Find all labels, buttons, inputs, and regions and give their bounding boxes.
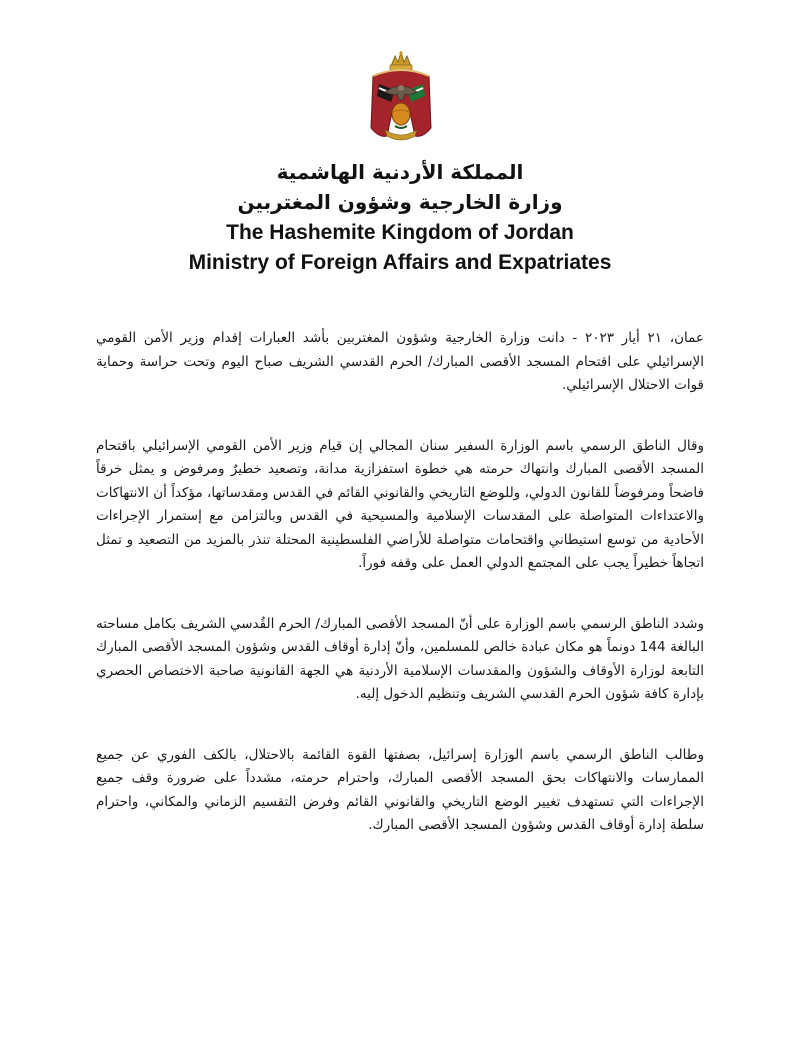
paragraph: وطالب الناطق الرسمي باسم الوزارة إسرائيل، بصفتها القوة القائمة بالاحتلال، بالكف الفوري عن جميع الممارسات والانتهاكات بحق المسجد الأقصى المبارك، واحترام حرمته، مشدداً على ضرورة وقف جميع الإجراءات التي تستهدف تغيير الوضع التاريخي والقانوني القائم وفرض التقسيم الزماني والمكاني، واحترام سلطة إدارة أوقاف القدس وشؤون المسجد الأقصى المبارك. [96, 746, 704, 833]
header-arabic [0, 157, 800, 217]
jordan-coat-of-arms-icon [365, 50, 437, 146]
paragraph: وقال الناطق الرسمي باسم الوزارة السفير سنان المجالي إن قيام وزير الأمن القومي الإسرائيلي باقتحام المسجد الأقصى المبارك وانتهاك حرمته هي خطوة استفزازية مدانة، وتصعيد خطيرٌ ومرفوض و يمثل خرقاً فاضحاً ومرفوضاً للقانون الدولي، وللوضع التاريخي والقانوني القائم في القدس ومقدساتها، مؤكداً أن الانتهاكات والاعتداءات المتواصلة على المقدسات الإسلامية والمسيحية في القدس وبالتزامن مع إستمرار الإجراءات الأحادية من توسع استيطاني واقتحامات متواصلة للأراضي الفلسطينية المحتلة تنذر بالمزيد من التصعيد و تمثل اتجاهاً خطيراً يجب على المجتمع الدولي العمل على وقفه فوراً. [96, 437, 704, 571]
kingdom-name-arabic: المملكة الأردنية الهاشمية [276, 160, 524, 184]
kingdom-name-english: The Hashemite Kingdom of Jordan [226, 221, 574, 244]
statement-body [96, 327, 704, 875]
paragraph: عمان، ٢١ أيار ٢٠٢٣ - دانت وزارة الخارجية وشؤون المغتربين بأشد العبارات إقدام وزير الأمن القومي الإسرائيلي على اقتحام المسجد الأقصى المبارك/ الحرم القدسي الشريف صباح اليوم وتحت حراسة وحماية قوات الاحتلال الإسرائيلي. [96, 330, 704, 393]
paragraph: وشدد الناطق الرسمي باسم الوزارة على أنّ المسجد الأقصى المبارك/ الحرم القُدسي الشريف بكامل مساحته البالغة 144 دونماً هو مكان عبادة خالص للمسلمين، وأنّ إدارة أوقاف القدس وشؤون المسجد الأقصى المبارك التابعة لوزارة الأوقاف والشؤون والمقدسات الإسلامية الأردنية هي الجهة القانونية صاحبة الاختصاص الحصري بإدارة كافة شؤون الحرم القدسي الشريف وتنظيم الدخول إليه. [96, 615, 704, 702]
ministry-name-arabic: وزارة الخارجية وشؤون المغتربين [237, 190, 563, 214]
ministry-name-english: Ministry of Foreign Affairs and Expatriates [188, 251, 612, 274]
header-english [0, 218, 800, 278]
